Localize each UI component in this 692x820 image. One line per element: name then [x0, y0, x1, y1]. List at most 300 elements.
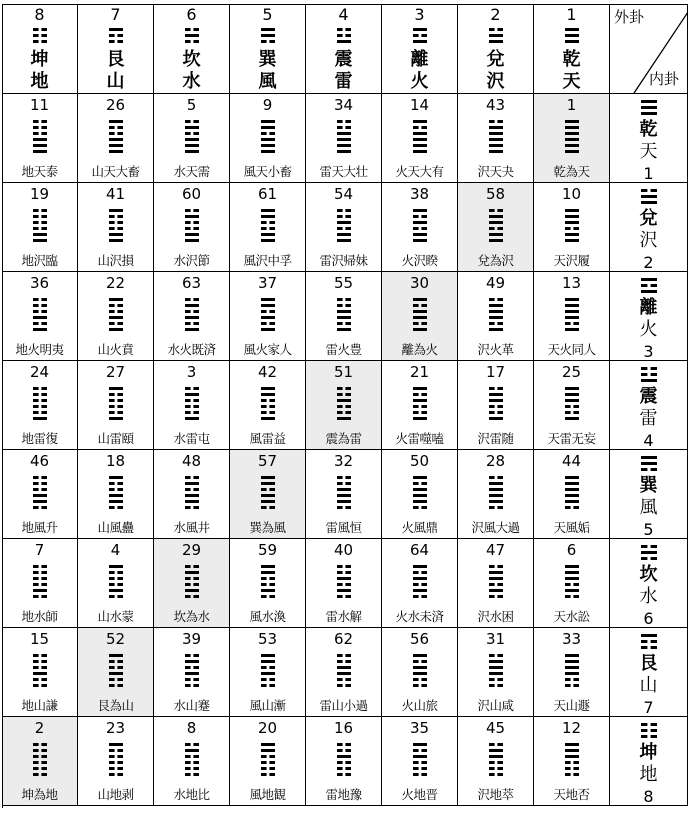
trigram-number: 6 [643, 609, 654, 628]
trigram-number: 1 [643, 164, 654, 183]
trigram-水-icon [185, 28, 199, 43]
hexagram-name: 雷風恒 [325, 520, 362, 535]
hexagram-name: 離為火 [401, 342, 438, 357]
hexagram-icon [413, 476, 427, 509]
hexagram-number: 36 [29, 274, 50, 292]
hexagram-cell [230, 717, 306, 806]
inner-trigram-label: 内卦 [648, 70, 679, 88]
hexagram-cell [382, 94, 458, 183]
trigram-char: 離 [410, 49, 429, 70]
hexagram-number: 33 [561, 630, 582, 648]
trigram-number: 3 [414, 5, 425, 24]
trigram-name: 地 [30, 71, 49, 92]
trigram-name: 山 [639, 675, 658, 696]
hexagram-icon [109, 298, 123, 331]
hexagram-name: 地火明夷 [15, 342, 64, 357]
trigram-name: 沢 [486, 71, 505, 92]
hexagram-number: 57 [257, 452, 278, 470]
hexagram-cell [154, 183, 230, 272]
hexagram-icon [185, 654, 199, 687]
hexagram-number: 26 [105, 96, 126, 114]
hexagram-icon [565, 387, 579, 420]
hexagram-cell [78, 628, 154, 717]
hexagram-name: 沢水困 [477, 609, 514, 624]
corner-header [610, 4, 688, 94]
hexagram-cell [534, 628, 610, 717]
hexagram-name: 天山遯 [553, 698, 590, 713]
hexagram-icon [337, 476, 351, 509]
trigram-雷-icon [641, 367, 657, 382]
hexagram-name: 風天小畜 [243, 164, 292, 179]
hexagram-icon [413, 387, 427, 420]
hexagram-number: 37 [257, 274, 278, 292]
hexagram-name: 風雷益 [249, 431, 286, 446]
trigram-char: 震 [334, 49, 353, 70]
hexagram-cell [2, 183, 78, 272]
hexagram-name: 水天需 [173, 164, 210, 179]
hexagram-number: 2 [34, 719, 45, 737]
outer-trigram-header [78, 4, 154, 94]
hexagram-name: 兌為沢 [477, 253, 514, 268]
hexagram-cell [534, 94, 610, 183]
trigram-char: 坎 [182, 49, 201, 70]
outer-trigram-header [230, 4, 306, 94]
hexagram-cell [2, 628, 78, 717]
trigram-地-icon [33, 28, 47, 43]
hexagram-name: 風山漸 [249, 698, 286, 713]
hexagram-cell [458, 628, 534, 717]
trigram-name: 天 [639, 141, 658, 162]
hexagram-icon [109, 120, 123, 153]
hexagram-number: 13 [561, 274, 582, 292]
hexagram-number: 23 [105, 719, 126, 737]
hexagram-cell [78, 361, 154, 450]
hexagram-cell [458, 450, 534, 539]
hexagram-cell [534, 361, 610, 450]
hexagram-name: 天風姤 [553, 520, 590, 535]
hexagram-name: 雷山小過 [319, 698, 368, 713]
trigram-水-icon [641, 545, 657, 560]
hexagram-number: 17 [485, 363, 506, 381]
hexagram-number: 22 [105, 274, 126, 292]
hexagram-name: 山地剥 [97, 787, 134, 802]
hexagram-icon [337, 565, 351, 598]
hexagram-icon [33, 209, 47, 242]
hexagram-name: 火風鼎 [401, 520, 438, 535]
hexagram-cell [230, 94, 306, 183]
hexagram-cell [382, 539, 458, 628]
trigram-number: 8 [643, 787, 654, 806]
hexagram-number: 53 [257, 630, 278, 648]
hexagram-number: 45 [485, 719, 506, 737]
outer-trigram-header [382, 4, 458, 94]
hexagram-number: 11 [29, 96, 50, 114]
hexagram-cell [78, 272, 154, 361]
hexagram-icon [261, 387, 275, 420]
hexagram-number: 44 [561, 452, 582, 470]
hexagram-name: 坎為水 [173, 609, 210, 624]
trigram-number: 2 [643, 253, 654, 272]
hexagram-cell [458, 717, 534, 806]
trigram-雷-icon [337, 28, 351, 43]
trigram-char: 兌 [639, 208, 658, 229]
hexagram-cell [154, 450, 230, 539]
trigram-number: 2 [490, 5, 501, 24]
trigram-name: 雷 [334, 71, 353, 92]
trigram-風-icon [641, 456, 657, 471]
trigram-char: 坤 [30, 49, 49, 70]
hexagram-number: 46 [29, 452, 50, 470]
hexagram-number: 7 [34, 541, 45, 559]
hexagram-cell [534, 183, 610, 272]
hexagram-name: 雷水解 [325, 609, 362, 624]
trigram-沢-icon [641, 189, 657, 204]
hexagram-number: 14 [409, 96, 430, 114]
hexagram-name: 地沢臨 [21, 253, 58, 268]
hexagram-cell [306, 183, 382, 272]
hexagram-number: 54 [333, 185, 354, 203]
trigram-火-icon [641, 278, 657, 293]
hexagram-number: 30 [409, 274, 430, 292]
trigram-char: 乾 [562, 49, 581, 70]
hexagram-icon [261, 476, 275, 509]
hexagram-icon [337, 387, 351, 420]
hexagram-cell [458, 361, 534, 450]
hexagram-icon [337, 209, 351, 242]
hexagram-cell [382, 450, 458, 539]
hexagram-cell [382, 628, 458, 717]
hexagram-cell [154, 94, 230, 183]
trigram-char: 坎 [639, 564, 658, 585]
hexagram-icon [109, 565, 123, 598]
hexagram-number: 31 [485, 630, 506, 648]
hexagram-icon [413, 654, 427, 687]
hexagram-cell [382, 272, 458, 361]
hexagram-cell [534, 539, 610, 628]
hexagram-number: 40 [333, 541, 354, 559]
trigram-天-icon [641, 100, 657, 115]
trigram-name: 天 [562, 71, 581, 92]
hexagram-icon [565, 743, 579, 776]
hexagram-icon [109, 654, 123, 687]
hexagram-cell [382, 361, 458, 450]
hexagram-number: 21 [409, 363, 430, 381]
hexagram-name: 風地観 [249, 787, 286, 802]
hexagram-icon [109, 387, 123, 420]
hexagram-icon [261, 209, 275, 242]
hexagram-number: 43 [485, 96, 506, 114]
trigram-char: 巽 [258, 49, 277, 70]
hexagram-cell [154, 717, 230, 806]
hexagram-icon [489, 298, 503, 331]
hexagram-cell [306, 94, 382, 183]
hexagram-cell [458, 183, 534, 272]
hexagram-number: 52 [105, 630, 126, 648]
hexagram-icon [33, 476, 47, 509]
hexagram-icon [261, 743, 275, 776]
trigram-number: 4 [643, 431, 654, 450]
hexagram-number: 4 [110, 541, 121, 559]
hexagram-icon [413, 120, 427, 153]
hexagram-icon [337, 298, 351, 331]
hexagram-number: 35 [409, 719, 430, 737]
hexagram-number: 20 [257, 719, 278, 737]
hexagram-icon [109, 476, 123, 509]
trigram-char: 離 [639, 297, 658, 318]
hexagram-icon [413, 743, 427, 776]
inner-trigram-header [610, 539, 688, 628]
hexagram-cell [534, 450, 610, 539]
hexagram-name: 雷地豫 [325, 787, 362, 802]
hexagram-cell [306, 272, 382, 361]
hexagram-name: 沢風大過 [471, 520, 520, 535]
hexagram-name: 沢火革 [477, 342, 514, 357]
trigram-火-icon [413, 28, 427, 43]
hexagram-cell [230, 361, 306, 450]
outer-trigram-header [2, 4, 78, 94]
hexagram-number: 27 [105, 363, 126, 381]
inner-trigram-header [610, 183, 688, 272]
hexagram-number: 49 [485, 274, 506, 292]
trigram-name: 沢 [639, 230, 658, 251]
trigram-天-icon [565, 28, 579, 43]
hexagram-icon [489, 120, 503, 153]
hexagram-name: 雷沢帰妹 [319, 253, 368, 268]
hexagram-icon [33, 565, 47, 598]
trigram-name: 雷 [639, 408, 658, 429]
trigram-number: 6 [186, 5, 197, 24]
outer-trigram-label: 外卦 [614, 8, 645, 26]
hexagram-icon [261, 565, 275, 598]
hexagram-number: 8 [186, 719, 197, 737]
hexagram-number: 61 [257, 185, 278, 203]
hexagram-name: 火地晋 [401, 787, 438, 802]
trigram-number: 5 [643, 520, 654, 539]
hexagram-number: 1 [566, 96, 577, 114]
hexagram-name: 水雷屯 [173, 431, 210, 446]
hexagram-icon [565, 298, 579, 331]
hexagram-cell [154, 361, 230, 450]
hexagram-name: 山水蒙 [97, 609, 134, 624]
outer-trigram-header [458, 4, 534, 94]
trigram-name: 地 [639, 764, 658, 785]
inner-trigram-header [610, 717, 688, 806]
hexagram-cell [458, 272, 534, 361]
hexagram-number: 24 [29, 363, 50, 381]
hexagram-name: 山風蠱 [97, 520, 134, 535]
hexagram-name: 山天大畜 [91, 164, 140, 179]
trigram-char: 乾 [639, 119, 658, 140]
hexagram-number: 39 [181, 630, 202, 648]
trigram-name: 風 [639, 497, 658, 518]
hexagram-icon [33, 743, 47, 776]
hexagram-cell [2, 361, 78, 450]
hexagram-name: 天地否 [553, 787, 590, 802]
hexagram-icon [337, 120, 351, 153]
trigram-char: 兌 [486, 49, 505, 70]
hexagram-name: 風沢中孚 [243, 253, 292, 268]
hexagram-number: 64 [409, 541, 430, 559]
hexagram-cell [2, 94, 78, 183]
hexagram-icon [185, 387, 199, 420]
hexagram-icon [565, 476, 579, 509]
hexagram-cell [230, 539, 306, 628]
hexagram-name: 震為雷 [325, 431, 362, 446]
hexagram-name: 坤為地 [21, 787, 58, 802]
hexagram-number: 47 [485, 541, 506, 559]
hexagram-icon [489, 565, 503, 598]
hexagram-cell [458, 539, 534, 628]
hexagram-icon [337, 654, 351, 687]
hexagram-icon [185, 209, 199, 242]
trigram-char: 巽 [639, 475, 658, 496]
hexagram-cell [306, 628, 382, 717]
outer-trigram-header [306, 4, 382, 94]
hexagram-name: 天水訟 [553, 609, 590, 624]
hexagram-cell [230, 272, 306, 361]
trigram-char: 艮 [639, 653, 658, 674]
hexagram-name: 風火家人 [243, 342, 292, 357]
trigram-沢-icon [489, 28, 503, 43]
trigram-name: 水 [639, 586, 658, 607]
hexagram-number: 25 [561, 363, 582, 381]
hexagram-icon [489, 387, 503, 420]
hexagram-cell [382, 183, 458, 272]
trigram-地-icon [641, 723, 657, 738]
trigram-name: 火 [410, 71, 429, 92]
hexagram-number: 51 [333, 363, 354, 381]
trigram-風-icon [261, 28, 275, 43]
inner-trigram-header [610, 272, 688, 361]
trigram-char: 坤 [639, 742, 658, 763]
trigram-name: 風 [258, 71, 277, 92]
hexagram-name: 水風井 [173, 520, 210, 535]
outer-trigram-header [534, 4, 610, 94]
hexagram-icon [413, 209, 427, 242]
hexagram-cell [534, 272, 610, 361]
hexagram-name: 巽為風 [249, 520, 286, 535]
hexagram-name: 雷天大壮 [319, 164, 368, 179]
hexagram-name: 火天大有 [395, 164, 444, 179]
hexagram-icon [261, 298, 275, 331]
hexagram-number: 29 [181, 541, 202, 559]
hexagram-number: 63 [181, 274, 202, 292]
hexagram-cell [2, 272, 78, 361]
hexagram-icon [185, 743, 199, 776]
hexagram-number: 5 [186, 96, 197, 114]
hexagram-cell [2, 450, 78, 539]
hexagram-cell [306, 450, 382, 539]
trigram-number: 1 [566, 5, 577, 24]
hexagram-number: 19 [29, 185, 50, 203]
hexagram-table [2, 4, 688, 808]
hexagram-name: 天火同人 [547, 342, 596, 357]
hexagram-number: 58 [485, 185, 506, 203]
hexagram-number: 3 [186, 363, 197, 381]
hexagram-icon [565, 654, 579, 687]
trigram-name: 水 [182, 71, 201, 92]
hexagram-cell [382, 717, 458, 806]
hexagram-icon [565, 209, 579, 242]
hexagram-cell [458, 94, 534, 183]
hexagram-number: 50 [409, 452, 430, 470]
hexagram-number: 18 [105, 452, 126, 470]
hexagram-name: 沢天夬 [477, 164, 514, 179]
hexagram-number: 32 [333, 452, 354, 470]
hexagram-number: 12 [561, 719, 582, 737]
hexagram-name: 火水未済 [395, 609, 444, 624]
trigram-山-icon [109, 28, 123, 43]
hexagram-icon [33, 654, 47, 687]
hexagram-number: 34 [333, 96, 354, 114]
inner-trigram-header [610, 94, 688, 183]
hexagram-cell [306, 361, 382, 450]
hexagram-icon [109, 743, 123, 776]
trigram-number: 3 [643, 342, 654, 361]
hexagram-name: 山雷頤 [97, 431, 134, 446]
hexagram-cell [154, 272, 230, 361]
hexagram-number: 15 [29, 630, 50, 648]
hexagram-name: 地雷復 [21, 431, 58, 446]
hexagram-name: 火山旅 [401, 698, 438, 713]
hexagram-name: 地風升 [21, 520, 58, 535]
hexagram-name: 雷火豊 [325, 342, 362, 357]
hexagram-icon [565, 120, 579, 153]
hexagram-icon [33, 387, 47, 420]
hexagram-cell [2, 717, 78, 806]
hexagram-number: 56 [409, 630, 430, 648]
hexagram-name: 地山謙 [21, 698, 58, 713]
hexagram-icon [261, 120, 275, 153]
hexagram-name: 山沢損 [97, 253, 134, 268]
inner-trigram-header [610, 628, 688, 717]
hexagram-name: 天沢履 [553, 253, 590, 268]
hexagram-cell [154, 628, 230, 717]
hexagram-name: 水火既済 [167, 342, 216, 357]
trigram-number: 5 [262, 5, 273, 24]
hexagram-number: 16 [333, 719, 354, 737]
hexagram-number: 28 [485, 452, 506, 470]
hexagram-cell [78, 183, 154, 272]
hexagram-name: 山火賁 [97, 342, 134, 357]
hexagram-icon [489, 743, 503, 776]
hexagram-icon [33, 298, 47, 331]
hexagram-name: 水山蹇 [173, 698, 210, 713]
hexagram-name: 天雷无妄 [547, 431, 596, 446]
trigram-number: 7 [643, 698, 654, 717]
hexagram-icon [185, 120, 199, 153]
trigram-char: 艮 [106, 49, 125, 70]
hexagram-name: 火雷噬嗑 [395, 431, 444, 446]
hexagram-name: 風水渙 [249, 609, 286, 624]
hexagram-cell [534, 717, 610, 806]
hexagram-icon [489, 209, 503, 242]
hexagram-icon [489, 654, 503, 687]
hexagram-number: 62 [333, 630, 354, 648]
hexagram-number: 10 [561, 185, 582, 203]
hexagram-number: 48 [181, 452, 202, 470]
hexagram-icon [185, 565, 199, 598]
hexagram-cell [230, 628, 306, 717]
hexagram-icon [565, 565, 579, 598]
hexagram-name: 水地比 [173, 787, 210, 802]
hexagram-number: 6 [566, 541, 577, 559]
trigram-char: 震 [639, 386, 658, 407]
hexagram-number: 9 [262, 96, 273, 114]
hexagram-number: 60 [181, 185, 202, 203]
hexagram-cell [306, 539, 382, 628]
hexagram-name: 艮為山 [97, 698, 134, 713]
